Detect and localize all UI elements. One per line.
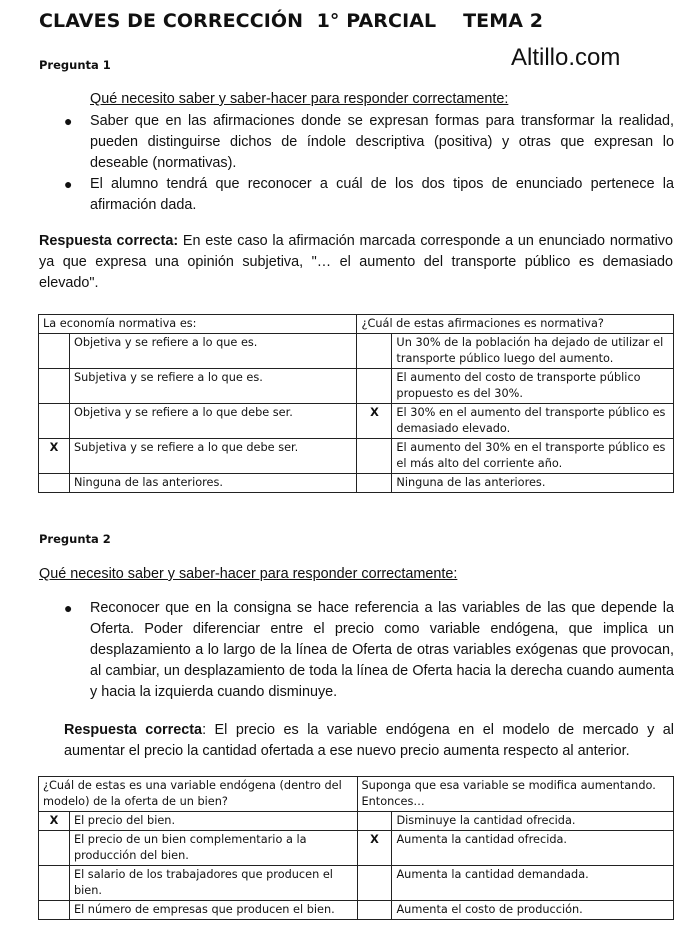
table-cell: El aumento del costo de transporte público propuesto es del 30%. xyxy=(392,369,674,404)
answer-text: : El precio es la variable endógena en el modelo de mercado y al aumentar el precio la cantidad ofertada a ese nuevo precio aumenta respecto al anterior. xyxy=(64,722,675,759)
list-item: ● El alumno tendrá que reconocer a cuál de los dos tipos de enunciado pertenece la afirmación dada. xyxy=(64,176,674,213)
table-cell: El 30% en el aumento del transporte público es demasiado elevado. xyxy=(392,404,674,439)
answer-mark xyxy=(357,369,392,404)
table-header: ¿Cuál de estas afirmaciones es normativa? xyxy=(357,315,674,334)
list-item: ● Reconocer que en la consigna se hace referencia a las variables de las que depende la Oferta. Poder diferenciar entre el precio como variable endógena, que implica un desplazamiento a lo largo de la línea de Oferta de otras variables exógenas que provocan, al cambiar, un desplazamiento de toda la línea de Oferta hacia la derecha cuando aumenta y hacia la izquierda cuando disminuye. xyxy=(64,600,674,700)
answer-mark: X xyxy=(39,812,70,831)
table-header-row xyxy=(39,777,674,812)
table-row xyxy=(39,831,674,866)
table-row xyxy=(39,369,674,404)
answer-label: Respuesta correcta xyxy=(64,722,203,738)
table-cell: El precio del bien. xyxy=(69,812,357,831)
table-cell: Subjetiva y se refiere a lo que es. xyxy=(69,369,357,404)
table-cell: El salario de los trabajadores que producen el bien. xyxy=(69,866,357,901)
table-header: ¿Cuál de estas es una variable endógena (dentro del modelo) de la oferta de un bien? xyxy=(39,777,358,812)
answer-mark xyxy=(39,404,70,439)
table-row xyxy=(39,812,674,831)
table-header: La economía normativa es: xyxy=(39,315,357,334)
bullet-icon: ● xyxy=(64,113,73,129)
answer-mark xyxy=(357,901,392,920)
table-cell: Objetiva y se refiere a lo que es. xyxy=(69,334,357,369)
answer-mark: X xyxy=(357,831,392,866)
answer-mark xyxy=(357,866,392,901)
table-cell: Objetiva y se refiere a lo que debe ser. xyxy=(69,404,357,439)
list-item: ● Saber que en las afirmaciones donde se expresan formas para transformar la realidad, pueden distinguirse dichos de índole descriptiva (positiva) y otras que expresan lo deseable (normativas). xyxy=(64,113,674,171)
table-cell: Aumenta la cantidad demandada. xyxy=(392,866,674,901)
bullet-icon: ● xyxy=(64,176,73,192)
answer-mark xyxy=(357,474,392,493)
table-cell: Un 30% de la población ha dejado de utilizar el transporte público luego del aumento. xyxy=(392,334,674,369)
answer-mark xyxy=(39,369,70,404)
question-1-subheading: Qué necesito saber y saber-hacer para responder correctamente: xyxy=(90,91,509,107)
table-header-row xyxy=(39,315,674,334)
table-cell: Aumenta la cantidad ofrecida. xyxy=(392,831,674,866)
answer-mark: X xyxy=(357,404,392,439)
table-cell: Subjetiva y se refiere a lo que debe ser. xyxy=(69,439,357,474)
table-header: Suponga que esa variable se modifica aumentando. Entonces… xyxy=(357,777,674,812)
table-cell: Ninguna de las anteriores. xyxy=(69,474,357,493)
table-row xyxy=(39,334,674,369)
question-2-answer xyxy=(64,720,674,762)
answer-mark xyxy=(39,334,70,369)
question-1-answer xyxy=(39,231,673,294)
table-cell: Disminuye la cantidad ofrecida. xyxy=(392,812,674,831)
table-row xyxy=(39,404,674,439)
table-row xyxy=(39,474,674,493)
answer-text: En este caso la afirmación marcada corresponde a un enunciado normativo ya que expresa una opinión subjetiva, "… el aumento del transporte público es demasiado elevado". xyxy=(39,233,674,291)
table-cell: El número de empresas que producen el bien. xyxy=(69,901,357,920)
question-2-bullets xyxy=(38,598,674,703)
question-2-heading: Pregunta 2 xyxy=(39,532,111,546)
answer-mark: X xyxy=(39,439,70,474)
table-row xyxy=(39,439,674,474)
answer-mark xyxy=(357,812,392,831)
table-cell: El precio de un bien complementario a la producción del bien. xyxy=(69,831,357,866)
answer-label: Respuesta correcta: xyxy=(39,233,179,249)
watermark-text: Altillo.com xyxy=(511,44,621,71)
table-cell: Aumenta el costo de producción. xyxy=(392,901,674,920)
bullet-icon: ● xyxy=(64,600,73,616)
answer-mark xyxy=(39,901,70,920)
question-1-heading: Pregunta 1 xyxy=(39,58,111,72)
answer-mark xyxy=(39,866,70,901)
answer-mark xyxy=(357,334,392,369)
answer-mark xyxy=(39,474,70,493)
answer-mark xyxy=(39,831,70,866)
table-cell: Ninguna de las anteriores. xyxy=(392,474,674,493)
question-1-table xyxy=(38,314,674,493)
question-1-bullets xyxy=(38,111,674,216)
table-row xyxy=(39,866,674,901)
table-row xyxy=(39,901,674,920)
table-cell: El aumento del 30% en el transporte público es el más alto del corriente año. xyxy=(392,439,674,474)
document-title: CLAVES DE CORRECCIÓN 1° PARCIAL TEMA 2 xyxy=(39,10,544,32)
question-2-table xyxy=(38,776,674,920)
answer-mark xyxy=(357,439,392,474)
question-2-subheading: Qué necesito saber y saber-hacer para responder correctamente: xyxy=(39,566,458,582)
